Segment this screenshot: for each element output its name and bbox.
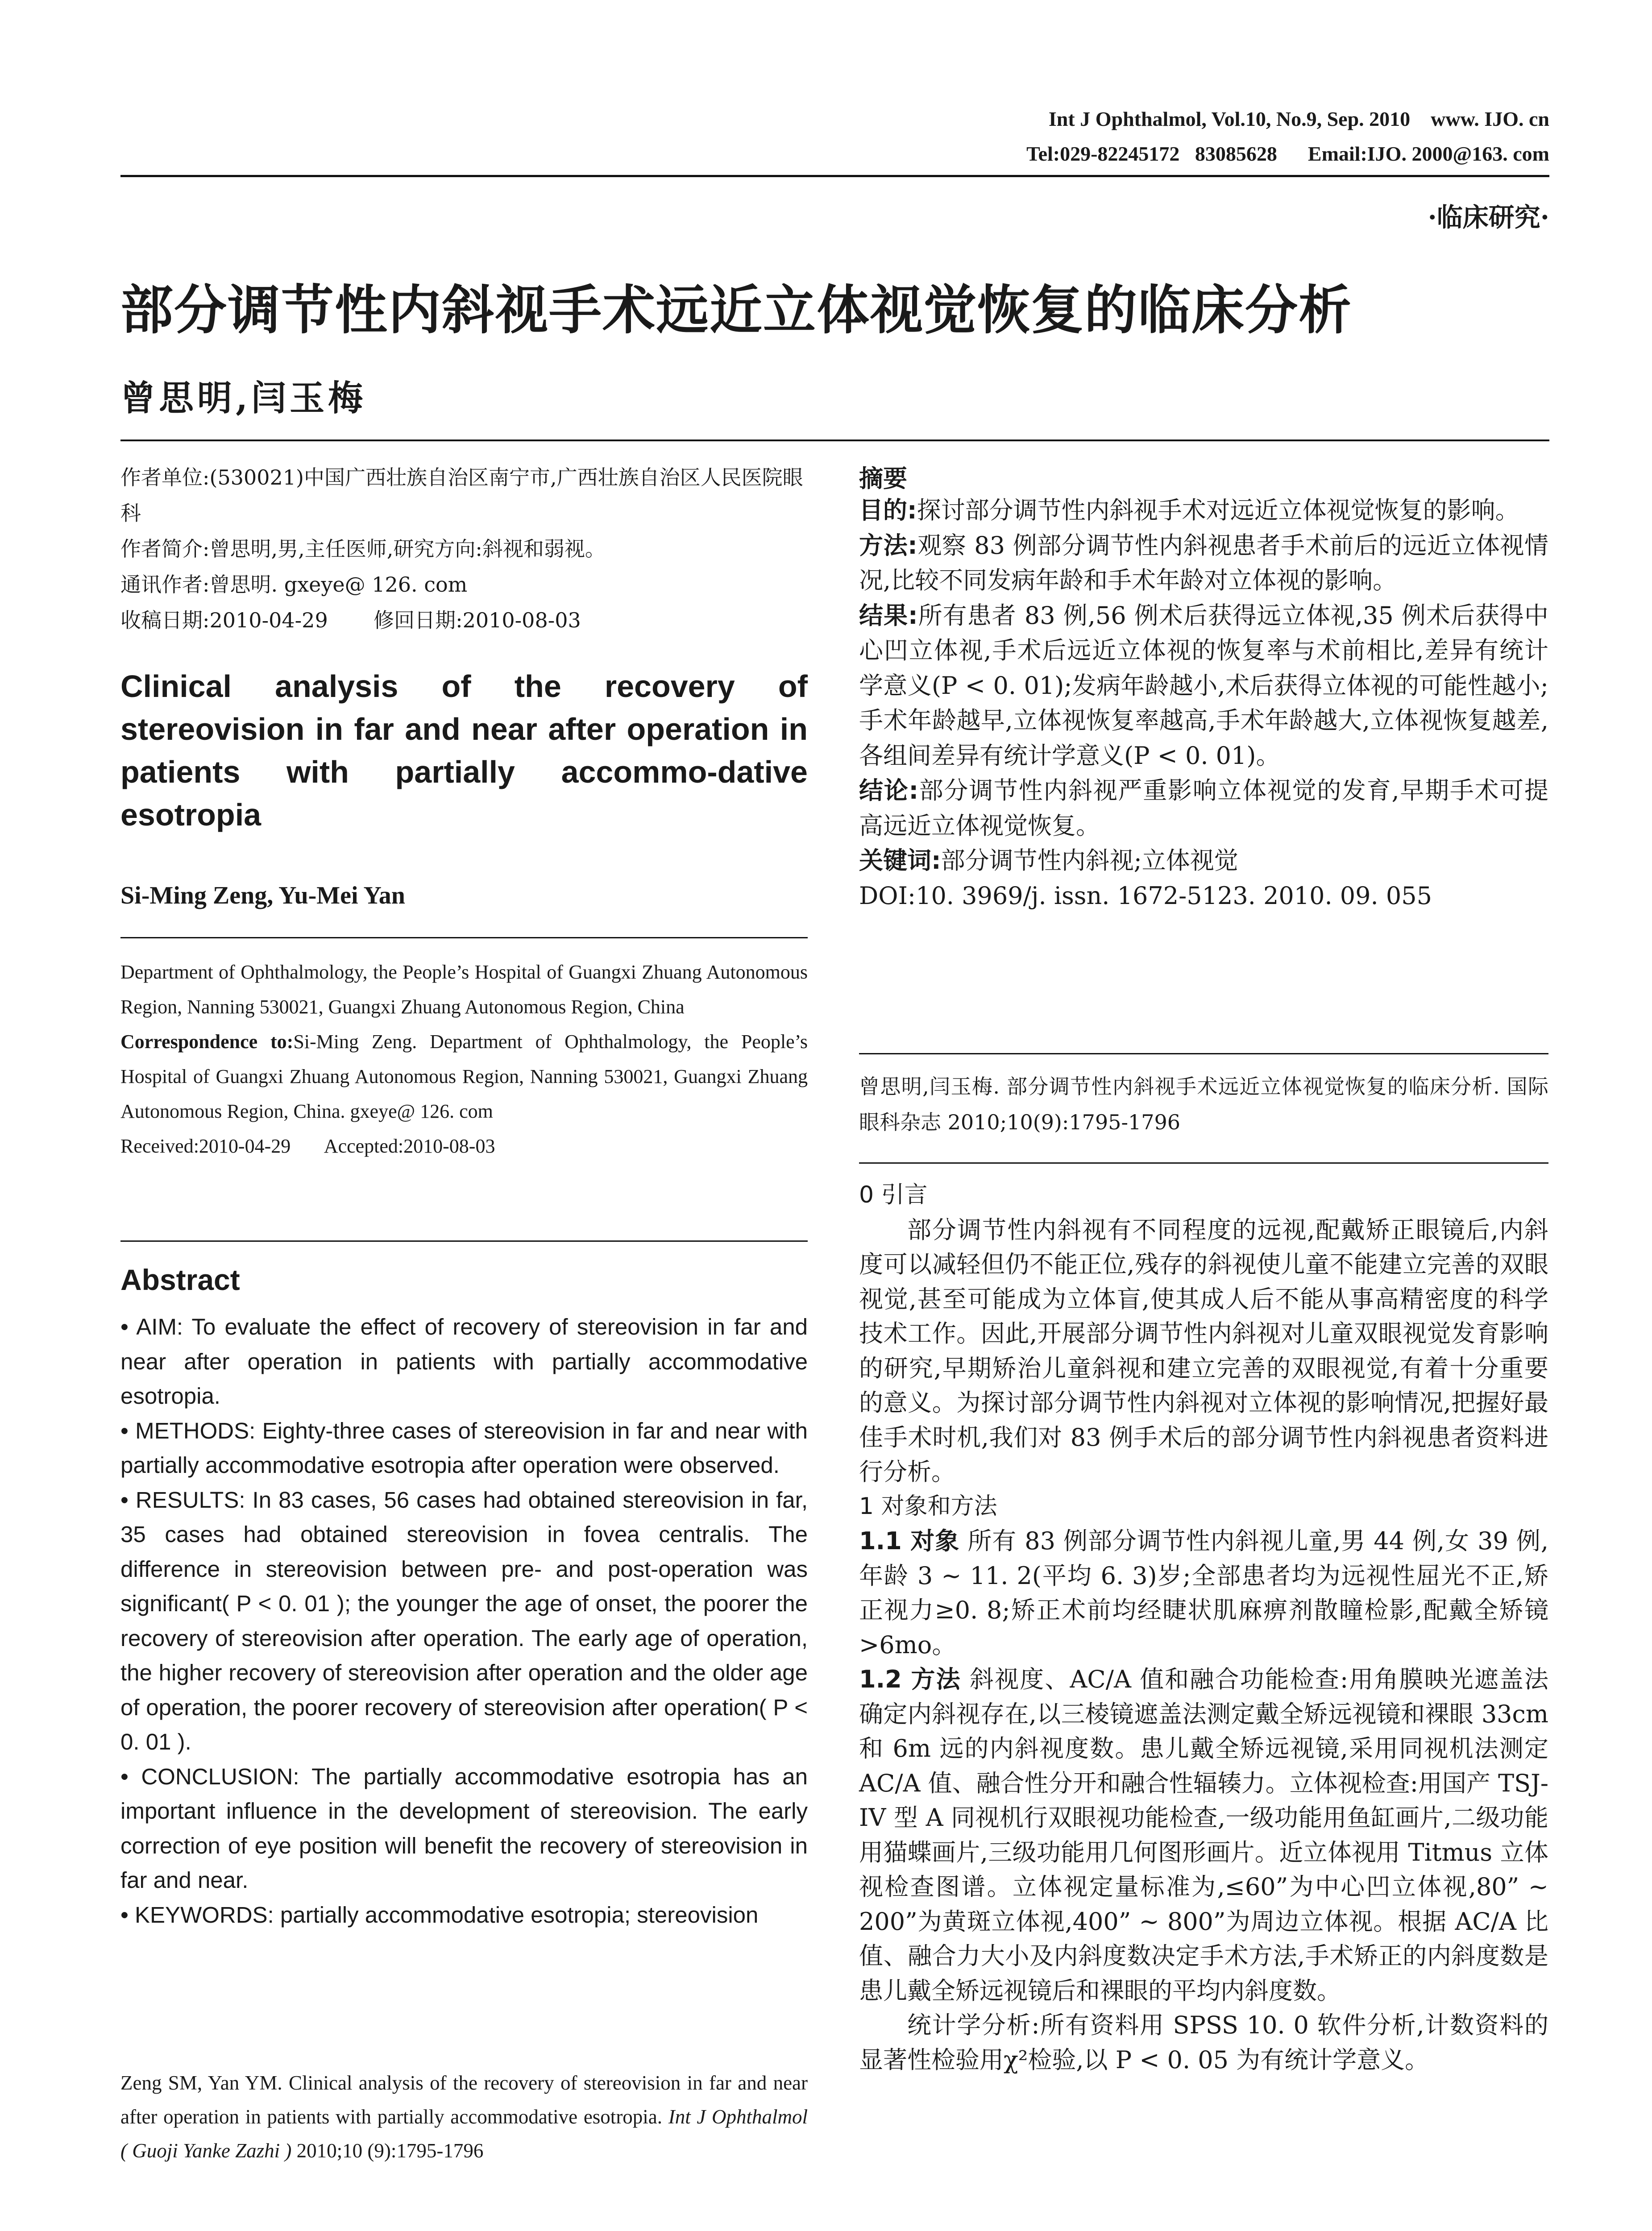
abstract-cn-divider xyxy=(859,1053,1548,1054)
journal-header-line1: Int J Ophthalmol, Vol.10, No.9, Sep. 2010 www. IJO. cn xyxy=(1048,108,1549,130)
citation-en xyxy=(120,2066,808,2168)
department-block xyxy=(120,955,808,1164)
received-accepted: Received:2010-04-29 Accepted:2010-08-03 xyxy=(120,1135,495,1157)
abstract-conclusion: • CONCLUSION: The partially accommodative esotropia has an important influence in the development of stereovision. The early correction of eye position will benefit the recovery of stereovision in far and near. xyxy=(120,1763,808,1893)
intro-paragraph: 部分调节性内斜视有不同程度的远视,配戴矫正眼镜后,内斜度可以减轻但仍不能正位,残存的斜视使儿童不能建立完善的双眼视觉,甚至可能成为立体盲,使其成人后不能从事高精密度的科学技术工作。因此,开展部分调节性内斜视对儿童双眼视觉发育影响的研究,早期矫治儿童斜视和建立完善的双眼视觉,有着十分重要的意义。为探讨部分调节性内斜视对立体视的影响情况,把握好最佳手术时机,我们对 83 例手术后的部分调节性内斜视患者资料进行分析。 xyxy=(859,1215,1548,1486)
abstract-methods: • METHODS: Eighty-three cases of stereovision in far and near with partially accommodative esotropia after operation were observed. xyxy=(120,1418,808,1478)
abstract-cn-keywords-text: 部分调节性内斜视;立体视觉 xyxy=(941,846,1238,875)
article-title-en: Clinical analysis of the recovery of stereovision in far and near after operation in patients with partially accommo-dative esotropia xyxy=(120,669,808,832)
section-1-1 xyxy=(859,1524,1548,1662)
abstract-cn-aim-label: 目的: xyxy=(859,496,917,524)
abstract-heading-en: Abstract xyxy=(120,1263,240,1296)
abstract-cn-keywords xyxy=(859,843,1548,879)
citation-cn: 曾思明,闫玉梅. 部分调节性内斜视手术远近立体视觉恢复的临床分析. 国际眼科杂志 2010;10(9):1795-1796 xyxy=(859,1074,1548,1134)
author-intro: 作者简介:曾思明,男,主任医师,研究方向:斜视和弱视。 xyxy=(120,537,606,561)
section-1-1-text: 所有 83 例部分调节性内斜视儿童,男 44 例,女 39 例,年龄 3 ~ 11. 2(平均 6. 3)岁;全部患者均为远视性屈光不正,矫正视力≥0. 8;矫正术前均经睫状肌麻痹剂散瞳检影,配戴全矫镜 >6mo。 xyxy=(859,1527,1548,1659)
abstract-cn-aim xyxy=(859,493,1548,528)
section-1-2-text: 斜视度、AC/A 值和融合功能检查:用角膜映光遮盖法确定内斜视存在,以三棱镜遮盖法测定戴全矫远视镜和裸眼 33cm 和 6m 远的内斜视度数。患儿戴全矫远视镜,采用同视机法测定 AC/A 值、融合性分开和融合性辐辏力。立体视检查:用国产 TSJ-IV 型 A 同视机行双眼视功能检查,一级功能用鱼缸画片,二级功能用猫蝶画片,三级功能用几何图形画片。近立体视用 Titmus 立体视检查图谱。立体视定量标准为,≤60”为中心凹立体视,80” ~ 200”为黄斑立体视,400” ~ 800”为周边立体视。根据 AC/A 比值、融合力大小及内斜度数决定手术方法,手术矫正的内斜度数是患儿戴全矫远视镜后和裸眼的平均内斜度数。 xyxy=(859,1665,1548,2005)
abstract-cn-results-label: 结果: xyxy=(859,601,918,630)
abstract-cn-conclusion-label: 结论: xyxy=(859,776,919,804)
journal-header-line2: Tel:029-82245172 83085628 Email:IJO. 2000@163. com xyxy=(1026,142,1549,165)
abstract-aim: • AIM: To evaluate the effect of recovery of stereovision in far and near after operation in patients with partially accommodative esotropia. xyxy=(120,1314,808,1409)
article-authors-en: Si-Ming Zeng, Yu-Mei Yan xyxy=(120,882,405,909)
abstract-body-cn xyxy=(859,493,1548,913)
correspondence-en xyxy=(120,1024,808,1129)
abstract-cn-methods xyxy=(859,528,1548,598)
abstract-cn-results xyxy=(859,598,1548,774)
correspondence-text: Si-Ming Zeng. Department of Ophthalmology, the People’s Hospital of Guangxi Zhuang Autonomous Region, Nanning 530021, Guangxi Zhuang Autonomous Region, China. gxeye@ 126. com xyxy=(120,1031,808,1122)
section-1-2 xyxy=(859,1662,1548,2008)
article-authors-cn: 曾思明,闫玉梅 xyxy=(120,378,367,419)
intro-heading: 0 引言 xyxy=(859,1182,928,1208)
abstract-results: • RESULTS: In 83 cases, 56 cases had obtained stereovision in far, 35 cases had obtained stereovision in fovea centralis. The difference in stereovision between pre- and post-operation was significant( P < 0. 01 ); the younger the age of onset, the poorer the recovery of stereovision after operation. The early age of operation, the higher recovery of stereovision after operation and the older age of operation, the poorer recovery of stereovision after operation( P < 0. 01 ). xyxy=(120,1487,808,1754)
affiliation: 作者单位:(530021)中国广西壮族自治区南宁市,广西壮族自治区人民医院眼科 xyxy=(120,465,803,525)
citation-prefix: Zeng SM, Yan YM. Clinical analysis of the recovery of stereovision in far and near after operation in patients with partially accommodative esotropia. xyxy=(120,2072,808,2128)
citation-cn-divider xyxy=(859,1162,1548,1164)
section-1-2-label: 1.2 方法 xyxy=(859,1665,961,1693)
article-body xyxy=(859,1178,1548,2077)
abstract-cn-methods-label: 方法: xyxy=(859,531,917,560)
section-tag: ·临床研究· xyxy=(1428,202,1549,232)
citation-suffix: 2010;10 (9):1795-1796 xyxy=(291,2140,484,2162)
author-metadata xyxy=(120,460,808,638)
citation-journal: Int J Ophthalmol ( Guoji Yanke Zazhi ) xyxy=(120,2106,808,2162)
abstract-cn-results-text: 所有患者 83 例,56 例术后获得远立体视,35 例术后获得中心凹立体视,手术后远近立体视的恢复率与术前相比,差异有统计学意义(P < 0. 01);发病年龄越小,术后获得立体视的可能性越小;手术年龄越早,立体视恢复率越高,手术年龄越大,立体视恢复越差,各组间差异有统计学意义(P < 0. 01)。 xyxy=(859,601,1548,770)
correspondence-label: Correspondence to: xyxy=(120,1031,294,1053)
methods-heading: 1 对象和方法 xyxy=(859,1493,997,1520)
abstract-cn-methods-text: 观察 83 例部分调节性内斜视患者手术前后的远近立体视情况,比较不同发病年龄和手术年龄对立体视的影响。 xyxy=(859,531,1548,594)
abstract-cn-conclusion xyxy=(859,773,1548,843)
abstract-body-en xyxy=(120,1310,808,1932)
authors-divider xyxy=(120,937,808,938)
dates-cn: 收稿日期:2010-04-29 修回日期:2010-08-03 xyxy=(120,608,581,632)
department-divider xyxy=(120,1240,808,1242)
abstract-cn-aim-text: 探讨部分调节性内斜视手术对远近立体视觉恢复的影响。 xyxy=(917,496,1519,524)
abstract-heading-cn: 摘要 xyxy=(859,464,907,493)
correspondence-cn: 通讯作者:曾思明. gxeye@ 126. com xyxy=(120,572,468,597)
department-text: Department of Ophthalmology, the People’s Hospital of Guangxi Zhuang Autonomous Region, Nanning 530021, Guangxi Zhuang Autonomous Region, China xyxy=(120,961,808,1018)
abstract-cn-conclusion-text: 部分调节性内斜视严重影响立体视觉的发育,早期手术可提高远近立体视觉恢复。 xyxy=(859,776,1548,840)
statistics-paragraph: 统计学分析:所有资料用 SPSS 10. 0 软件分析,计数资料的显著性检验用χ²检验,以 P < 0. 05 为有统计学意义。 xyxy=(859,2011,1548,2074)
abstract-keywords: • KEYWORDS: partially accommodative esotropia; stereovision xyxy=(120,1902,759,1928)
title-divider xyxy=(120,440,1549,441)
article-title-cn: 部分调节性内斜视手术远近立体视觉恢复的临床分析 xyxy=(120,279,1353,341)
abstract-cn-keywords-label: 关键词: xyxy=(859,846,941,875)
section-1-1-label: 1.1 对象 xyxy=(859,1527,960,1555)
header-divider xyxy=(120,175,1549,177)
doi: DOI:10. 3969/j. issn. 1672-5123. 2010. 09. 055 xyxy=(859,881,1432,910)
